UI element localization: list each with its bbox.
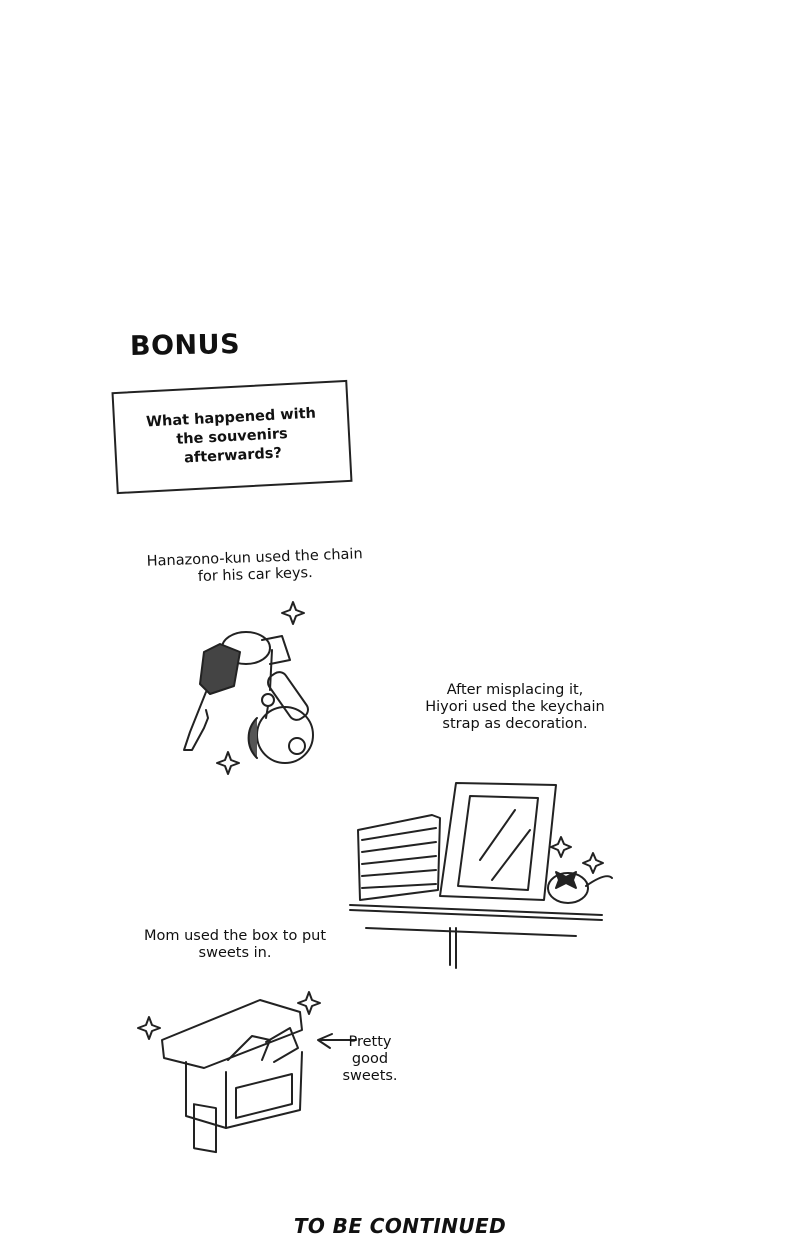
question-box: [111, 380, 352, 494]
caption-car-keys: Hanazono-kun used the chain for his car keys.: [146, 546, 363, 585]
caption-keychain-strap: After misplacing it, Hiyori used the keychain strap as decoration.: [425, 682, 605, 732]
sweets-box-illustration: [138, 992, 356, 1152]
to-be-continued: TO BE CONTINUED: [293, 1214, 507, 1238]
caption-sweets-note: Pretty good sweets.: [342, 1034, 398, 1084]
question-text: What happened with the souvenirs afterwards?: [145, 405, 317, 467]
bonus-title: BONUS: [129, 329, 241, 362]
car-keys-illustration: [184, 602, 313, 774]
caption-box: Mom used the box to put sweets in.: [143, 928, 327, 961]
shelf-illustration: [350, 783, 612, 968]
